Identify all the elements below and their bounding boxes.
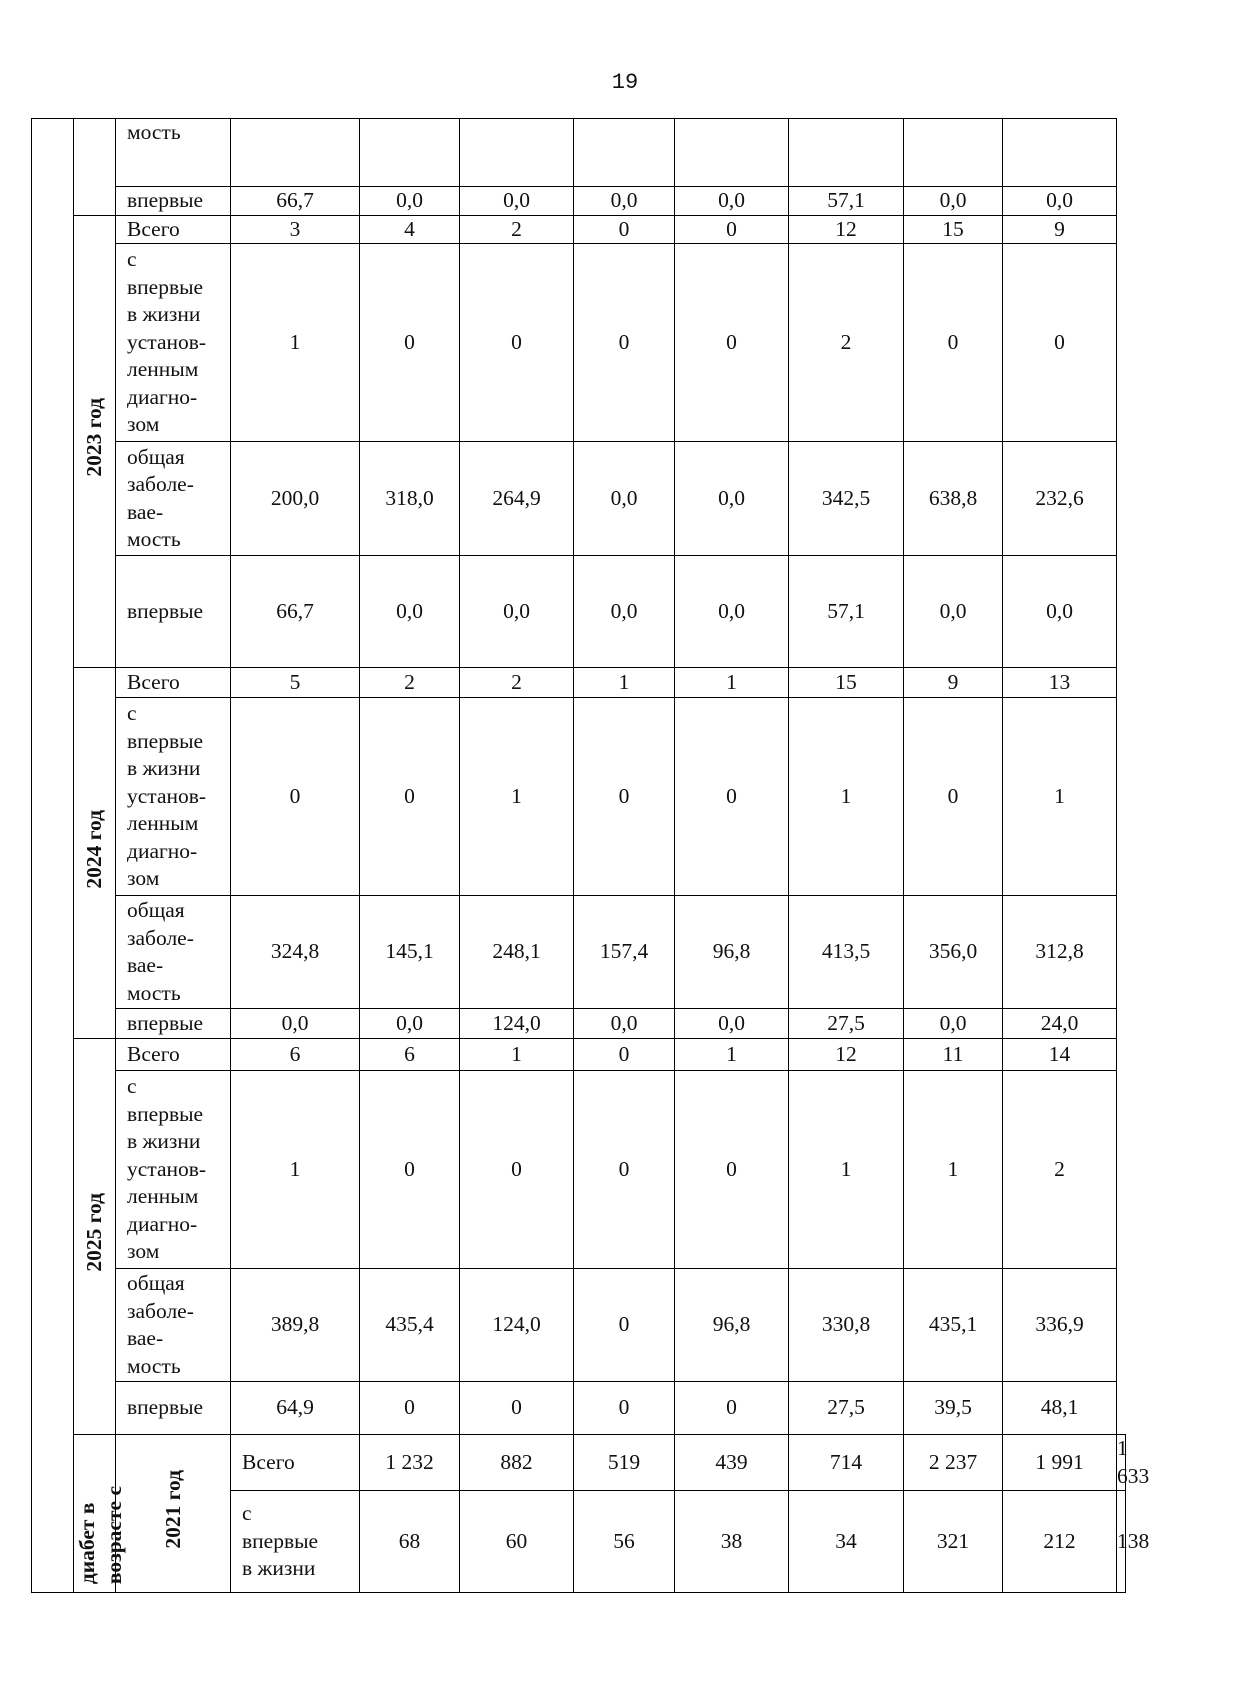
year-label: 2025 год <box>82 1193 106 1273</box>
table-cell: 882 <box>460 1435 574 1491</box>
page-number: 19 <box>611 70 639 95</box>
table-cell: 1 <box>675 668 789 698</box>
table-cell: 1 <box>460 1039 574 1071</box>
table-cell: 13 <box>1003 668 1117 698</box>
table-cell: 24,0 <box>1003 1009 1117 1039</box>
table-cell: 9 <box>1003 215 1117 244</box>
row-label-general-morbidity: общая заболе- вае- мость <box>116 442 231 556</box>
table-cell: 1 232 <box>360 1435 460 1491</box>
table-cell: 330,8 <box>789 1269 904 1382</box>
row-label-first-diagnosis: с впервые в жизни установ- ленным диагно- зом <box>116 1071 231 1269</box>
table-cell: 0,0 <box>904 556 1003 668</box>
table-row <box>32 668 1126 698</box>
table-cell: 38 <box>675 1491 789 1593</box>
year-label: 2021 год <box>160 1470 185 1550</box>
group-label: диабет в возрасте с <box>75 1486 126 1585</box>
table-row <box>32 1435 1126 1491</box>
table-cell: 336,9 <box>1003 1269 1117 1382</box>
table-cell: 0,0 <box>904 1009 1003 1039</box>
table-cell: 1 <box>460 698 574 896</box>
table-cell: 435,1 <box>904 1269 1003 1382</box>
row-label-general-tail: мость <box>116 119 231 187</box>
table-cell: 0 <box>574 215 675 244</box>
table-cell: 57,1 <box>789 187 904 216</box>
table-cell: 12 <box>789 1039 904 1071</box>
table-cell: 714 <box>789 1435 904 1491</box>
table-cell <box>231 119 360 187</box>
table-cell: 1 <box>789 1071 904 1269</box>
table-cell: 9 <box>904 668 1003 698</box>
table-cell: 0 <box>360 244 460 442</box>
table-cell: 0 <box>360 1071 460 1269</box>
table-cell: 27,5 <box>789 1382 904 1435</box>
row-label-total: Всего <box>116 1039 231 1071</box>
row-label-general-morbidity: общая заболе- вае- мость <box>116 1269 231 1382</box>
table-cell: 232,6 <box>1003 442 1117 556</box>
table-cell: 0 <box>460 1382 574 1435</box>
table-cell <box>904 119 1003 187</box>
table-cell: 0 <box>574 1382 675 1435</box>
table-cell: 6 <box>231 1039 360 1071</box>
table-cell: 60 <box>460 1491 574 1593</box>
table-cell: 0,0 <box>360 1009 460 1039</box>
table-cell: 48,1 <box>1003 1382 1117 1435</box>
table-cell: 1 <box>231 244 360 442</box>
table-cell: 0,0 <box>675 556 789 668</box>
table-cell: 157,4 <box>574 896 675 1009</box>
year-label: 2024 год <box>82 809 106 889</box>
year-label-cell-2025 <box>74 1039 116 1435</box>
table-cell: 0 <box>460 244 574 442</box>
table-cell: 0,0 <box>574 442 675 556</box>
table-cell: 0,0 <box>1003 556 1117 668</box>
group-label-cell <box>32 119 74 1593</box>
table-cell: 4 <box>360 215 460 244</box>
table-cell: 0,0 <box>574 187 675 216</box>
table-cell: 138 <box>1117 1491 1126 1593</box>
table-cell: 0 <box>360 1382 460 1435</box>
table-cell: 15 <box>904 215 1003 244</box>
table-cell: 68 <box>360 1491 460 1593</box>
row-label-total: Всего <box>116 668 231 698</box>
table-cell: 342,5 <box>789 442 904 556</box>
table-cell: 638,8 <box>904 442 1003 556</box>
table-cell: 0,0 <box>675 1009 789 1039</box>
table-cell: 2 <box>360 668 460 698</box>
table-cell: 200,0 <box>231 442 360 556</box>
table-row <box>32 1382 1126 1435</box>
year-label: 2023 год <box>82 398 106 477</box>
table-cell: 1 <box>789 698 904 896</box>
table-cell: 2 237 <box>904 1435 1003 1491</box>
table-cell: 318,0 <box>360 442 460 556</box>
table-cell: 96,8 <box>675 896 789 1009</box>
table-cell: 0 <box>574 1269 675 1382</box>
table-row <box>32 442 1126 556</box>
table-cell: 0 <box>675 244 789 442</box>
table-cell: 1 <box>675 1039 789 1071</box>
table-cell: 0,0 <box>675 442 789 556</box>
table-cell: 0 <box>574 1071 675 1269</box>
table-cell: 64,9 <box>231 1382 360 1435</box>
table-row <box>32 119 1126 187</box>
table-row <box>32 215 1126 244</box>
table-cell: 39,5 <box>904 1382 1003 1435</box>
table-row <box>32 896 1126 1009</box>
table-cell: 1 633 <box>1117 1435 1126 1491</box>
table-cell: 0,0 <box>574 1009 675 1039</box>
table-cell <box>789 119 904 187</box>
table-cell: 3 <box>231 215 360 244</box>
table-cell: 0 <box>675 698 789 896</box>
table-cell: 27,5 <box>789 1009 904 1039</box>
group-label-cell-diabetes <box>74 1435 126 1593</box>
table-cell: 0 <box>574 1039 675 1071</box>
table-cell <box>360 119 460 187</box>
table-cell: 212 <box>1003 1491 1117 1593</box>
table-cell: 0 <box>675 215 789 244</box>
table-cell: 0 <box>675 1382 789 1435</box>
table-cell: 56 <box>574 1491 675 1593</box>
table-cell: 519 <box>574 1435 675 1491</box>
table-cell: 66,7 <box>231 187 360 216</box>
table-cell: 0,0 <box>231 1009 360 1039</box>
table-cell: 5 <box>231 668 360 698</box>
table-cell: 435,4 <box>360 1269 460 1382</box>
table-cell <box>574 119 675 187</box>
table-cell <box>675 119 789 187</box>
row-label-general-morbidity: общая заболе- вае- мость <box>116 896 231 1009</box>
table-row <box>32 1009 1126 1039</box>
table-row <box>32 698 1126 896</box>
row-label-first-diagnosis: с впервые в жизни установ- ленным диагно- зом <box>116 244 231 442</box>
table-cell: 1 <box>231 1071 360 1269</box>
row-label-total: Всего <box>231 1435 360 1491</box>
row-label-vpervye: впервые <box>116 1382 231 1435</box>
table-cell: 1 <box>574 668 675 698</box>
table-cell: 145,1 <box>360 896 460 1009</box>
table-cell: 0,0 <box>1003 187 1117 216</box>
table-cell: 0 <box>460 1071 574 1269</box>
table-cell: 0,0 <box>675 187 789 216</box>
row-label-vpervye: впервые <box>116 556 231 668</box>
table-row <box>32 556 1126 668</box>
table-cell: 389,8 <box>231 1269 360 1382</box>
table-row <box>32 1071 1126 1269</box>
table-cell: 0 <box>360 698 460 896</box>
table-cell: 0 <box>904 698 1003 896</box>
row-label-first-diagnosis: с впервые в жизни установ- ленным диагно- зом <box>116 698 231 896</box>
table-cell: 2 <box>460 668 574 698</box>
row-label-vpervye: впервые <box>116 1009 231 1039</box>
table-cell: 0 <box>675 1071 789 1269</box>
table-row <box>32 1039 1126 1071</box>
table-cell: 96,8 <box>675 1269 789 1382</box>
table-cell: 0 <box>574 244 675 442</box>
year-label-cell-2022 <box>74 119 116 216</box>
table-cell: 6 <box>360 1039 460 1071</box>
table-cell: 1 <box>904 1071 1003 1269</box>
table-cell: 0,0 <box>360 556 460 668</box>
row-label-total: Всего <box>116 215 231 244</box>
table-cell: 57,1 <box>789 556 904 668</box>
table-cell: 124,0 <box>460 1009 574 1039</box>
table-cell: 1 <box>1003 698 1117 896</box>
table-cell: 11 <box>904 1039 1003 1071</box>
table-row <box>32 1269 1126 1382</box>
table-cell: 14 <box>1003 1039 1117 1071</box>
table-cell: 12 <box>789 215 904 244</box>
table-cell: 324,8 <box>231 896 360 1009</box>
table-cell: 0,0 <box>360 187 460 216</box>
table-cell: 248,1 <box>460 896 574 1009</box>
table-cell: 66,7 <box>231 556 360 668</box>
table-cell: 264,9 <box>460 442 574 556</box>
table-cell: 15 <box>789 668 904 698</box>
row-label-vpervye: впервые <box>116 187 231 216</box>
table-cell: 0 <box>574 698 675 896</box>
table-cell <box>1003 119 1117 187</box>
table-cell: 413,5 <box>789 896 904 1009</box>
table-cell: 2 <box>1003 1071 1117 1269</box>
table-cell: 2 <box>789 244 904 442</box>
table-cell: 0,0 <box>904 187 1003 216</box>
morbidity-table <box>31 118 1150 1593</box>
table-row <box>32 244 1126 442</box>
table-cell: 0,0 <box>460 187 574 216</box>
table-cell: 0 <box>1003 244 1117 442</box>
table-cell: 0,0 <box>460 556 574 668</box>
table-cell: 124,0 <box>460 1269 574 1382</box>
table-cell: 2 <box>460 215 574 244</box>
table-cell: 356,0 <box>904 896 1003 1009</box>
table-row <box>32 187 1126 216</box>
table-cell: 0,0 <box>574 556 675 668</box>
year-label-cell-2024 <box>74 668 116 1039</box>
table-cell: 439 <box>675 1435 789 1491</box>
table-cell: 321 <box>904 1491 1003 1593</box>
year-label-cell-2021 <box>116 1435 231 1593</box>
table-cell: 34 <box>789 1491 904 1593</box>
table-cell: 0 <box>904 244 1003 442</box>
row-label-first-diagnosis: с впервые в жизни <box>231 1491 360 1593</box>
table-cell: 312,8 <box>1003 896 1117 1009</box>
table-cell <box>460 119 574 187</box>
table-cell: 1 991 <box>1003 1435 1117 1491</box>
table-cell: 0 <box>231 698 360 896</box>
year-label-cell-2023 <box>74 215 116 668</box>
